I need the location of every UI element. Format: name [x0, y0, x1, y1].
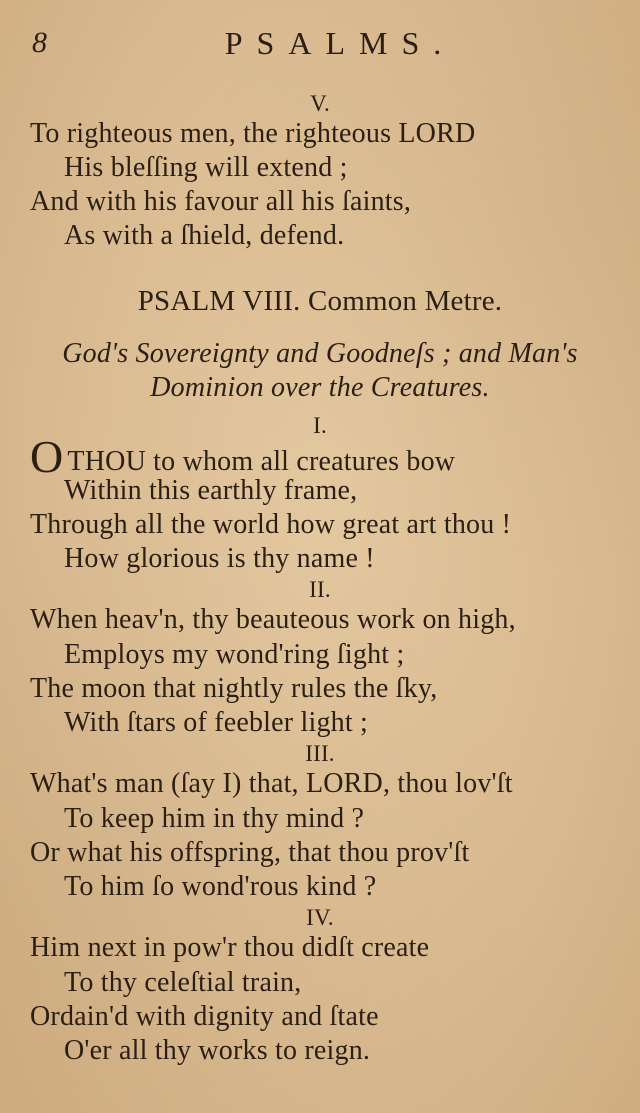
stanza-numeral-v: V. [310, 91, 330, 116]
verse-line: Or what his offspring, that thou prov'ſt [30, 837, 470, 868]
stanza-numeral-ii: II. [309, 577, 331, 602]
verse-line: How glorious is thy name ! [64, 543, 375, 574]
verse-line: Him next in pow'r thou didſt create [30, 932, 430, 963]
running-title: PSALMS. [224, 25, 456, 61]
verse-line: His bleſſing will extend ; [64, 152, 348, 183]
drop-cap: O [30, 431, 64, 482]
stanza-numeral-i: I. [313, 413, 327, 438]
verse-line: Ordain'd with dignity and ſtate [30, 1001, 379, 1032]
page-number: 8 [32, 26, 48, 59]
verse-line: To thy celeſtial train, [64, 967, 302, 998]
verse-line: As with a ſhield, defend. [64, 220, 345, 251]
verse-line: When heav'n, thy beauteous work on high, [30, 604, 516, 635]
verse-line: The moon that nightly rules the ſky, [30, 673, 438, 704]
verse-line: To keep him in thy mind ? [64, 803, 365, 834]
verse-line: Employs my wond'ring ſight ; [64, 639, 405, 670]
verse-line: To righteous men, the righteous LORD [30, 118, 476, 149]
verse-line: With ſtars of feebler light ; [64, 707, 369, 738]
verse-line: To him ſo wond'rous kind ? [64, 871, 377, 902]
verse-line: And with his favour all his ſaints, [30, 186, 412, 217]
psalm-subtitle: God's Sovereignty and Goodneſs ; and Man's [62, 338, 578, 369]
verse-line: O'er all thy works to reign. [64, 1035, 371, 1066]
verse-line: What's man (ſay I) that, LORD, thou lov'ſt [30, 768, 513, 799]
verse-line: Within this earthly frame, [64, 475, 358, 506]
verse-line-text: THOU to whom all creatures bow [67, 446, 456, 477]
stanza-numeral-iii: III. [305, 741, 335, 766]
psalm-subtitle: Dominion over the Creatures. [150, 372, 490, 403]
stanza-numeral-iv: IV. [306, 905, 334, 930]
psalm-heading: PSALM VIII. Common Metre. [137, 285, 503, 317]
verse-line: Through all the world how great art thou ! [30, 509, 512, 540]
